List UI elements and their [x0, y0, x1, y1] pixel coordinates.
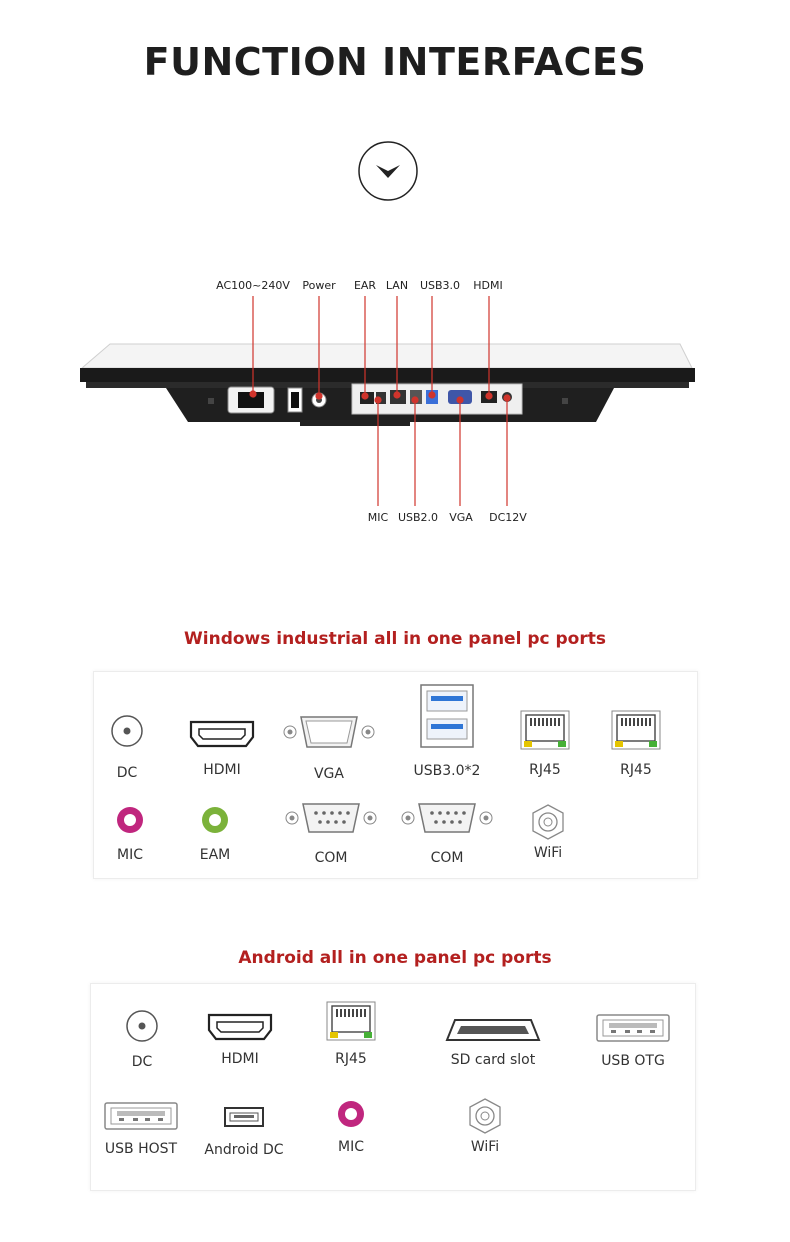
port-sd-card: [433, 1016, 553, 1068]
dc-jack-icon: [122, 1008, 162, 1044]
hdmi-port-icon: [207, 1013, 273, 1041]
rj45-port-icon: [326, 1001, 376, 1041]
com-port-icon: [283, 800, 379, 836]
vga-port-icon: [281, 714, 377, 750]
callout-ac-power: AC100~240V: [216, 279, 290, 292]
port-label: HDMI: [221, 1051, 259, 1067]
callout-power: Power: [302, 279, 336, 292]
port-eam: [155, 805, 275, 863]
callout-vga: VGA: [449, 511, 473, 524]
port-com-1: [271, 800, 391, 866]
android-section-title: Android all in one panel pc ports: [238, 948, 552, 968]
port-usb-host: [81, 1101, 201, 1157]
port-label: RJ45: [335, 1051, 367, 1067]
usb-port-icon: [595, 1013, 671, 1043]
mic-jack-icon: [115, 805, 145, 835]
port-wifi: [488, 803, 608, 861]
device-diagram: [0, 260, 790, 550]
callout-mic: MIC: [367, 511, 389, 524]
rj45-port-icon: [611, 710, 661, 750]
port-label: USB OTG: [601, 1053, 665, 1069]
mic-jack-icon: [336, 1099, 366, 1129]
port-rj45: [291, 1001, 411, 1067]
port-label: MIC: [117, 847, 143, 863]
callout-usb30: USB3.0: [419, 279, 461, 292]
port-label: USB3.0*2: [413, 763, 481, 779]
port-label: WiFi: [470, 1139, 500, 1155]
usb3-port-icon: [419, 683, 475, 749]
port-vga: [269, 714, 389, 782]
port-label: USB HOST: [104, 1141, 178, 1157]
port-label: HDMI: [203, 762, 241, 778]
port-android-dc: [184, 1106, 304, 1158]
port-label: SD card slot: [450, 1052, 536, 1068]
windows-section-title: Windows industrial all in one panel pc ports: [184, 629, 606, 649]
wifi-antenna-icon: [529, 803, 567, 841]
dc-jack-icon: [107, 713, 147, 749]
callout-dc12v: DC12V: [489, 511, 527, 524]
chevron-down-icon[interactable]: [357, 140, 419, 202]
port-mic: [291, 1099, 411, 1155]
com-port-icon: [399, 800, 495, 836]
rj45-port-icon: [520, 710, 570, 750]
port-wifi: [425, 1097, 545, 1155]
audio-jack-icon: [200, 805, 230, 835]
port-usb-otg: [573, 1013, 693, 1069]
port-label: WiFi: [533, 845, 563, 861]
port-label: COM: [314, 850, 348, 866]
port-hdmi: [180, 1013, 300, 1067]
hdmi-port-icon: [189, 720, 255, 748]
port-label: VGA: [313, 766, 344, 782]
port-label: RJ45: [620, 762, 652, 778]
port-hdmi: [162, 720, 282, 778]
page-title: FUNCTION INTERFACES: [143, 40, 647, 84]
wifi-antenna-icon: [466, 1097, 504, 1135]
port-label: EAM: [199, 847, 231, 863]
sd-card-slot-icon: [443, 1016, 543, 1042]
port-label: DC: [116, 765, 138, 781]
callout-hdmi: HDMI: [473, 279, 503, 292]
callout-lan: LAN: [385, 279, 409, 292]
port-rj45-2: [576, 710, 696, 778]
port-label: Android DC: [204, 1142, 284, 1158]
callout-ear: EAR: [353, 279, 377, 292]
port-label: DC: [131, 1054, 153, 1070]
port-label: RJ45: [529, 762, 561, 778]
port-label: COM: [430, 850, 464, 866]
usb-port-icon: [103, 1101, 179, 1131]
callout-usb20: USB2.0: [397, 511, 439, 524]
micro-usb-port-icon: [223, 1106, 265, 1128]
port-label: MIC: [338, 1139, 364, 1155]
